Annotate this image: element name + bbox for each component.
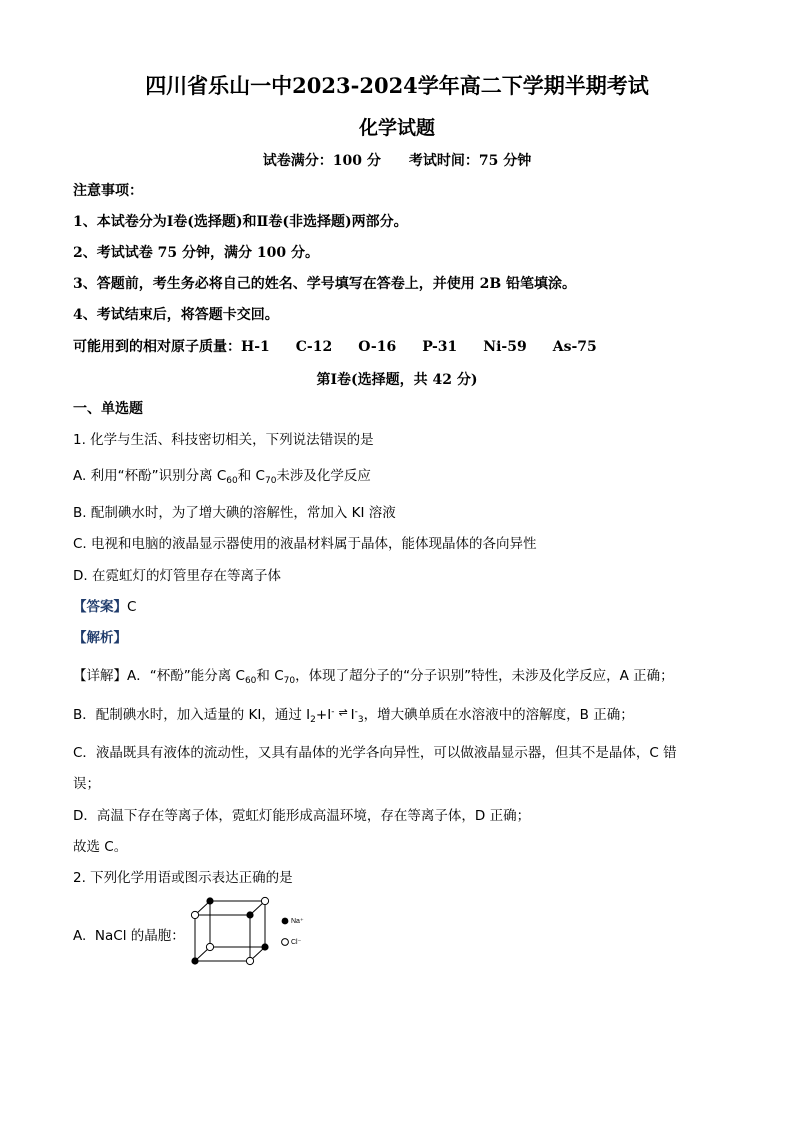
q1-stem: 1. 化学与生活、科技密切相关，下列说法错误的是 (73, 432, 374, 448)
atomic-mass-label: 可能用到的相对原子质量： (73, 339, 241, 355)
atomic-mass-line (73, 338, 623, 356)
answer-value: C (127, 599, 137, 615)
q2-option-a: A. NaCl 的晶胞： (73, 928, 185, 944)
notice-item: 4、考试结束后，将答题卡交回。 (73, 307, 279, 323)
section-heading: 一、单选题 (73, 401, 143, 417)
na-ion-marker (246, 957, 253, 964)
q1-option-a: A. 利用“杯酚”识别分离 $C_{60}$和 $C_{70}$未涉及化学反应 (73, 468, 371, 486)
na-ion-marker (246, 911, 253, 918)
q1-option-d: D. 在霓虹灯的灯管里存在等离子体 (73, 568, 281, 584)
q1-conclusion: 故选 C。 (73, 839, 128, 855)
na-ion-marker (261, 897, 268, 904)
legend-cl-label: Cl⁻ (291, 938, 302, 946)
atomic-mass-item: P-31 (422, 339, 458, 355)
na-ion-marker (206, 897, 213, 904)
detail-label: 【详解】 (73, 668, 127, 684)
legend-cl-swatch (282, 939, 289, 946)
part-title: 第Ⅰ卷(选择题，共 42 分) (316, 372, 478, 388)
equilibrium-arrows-icon: ⇌ (338, 706, 347, 719)
na-ion-marker (261, 943, 268, 950)
q1-option-c: C. 电视和电脑的液晶显示器使用的液晶材料属于晶体，能体现晶体的各向异性 (73, 536, 537, 552)
atomic-mass-item: O-16 (358, 339, 397, 355)
notice-item: 3、答题前，考生务必将自己的姓名、学号填写在答卷上，并使用 2B 铅笔填涂。 (73, 276, 577, 292)
answer-label: 【答案】 (73, 599, 127, 615)
legend-na-label: Na⁺ (291, 917, 304, 925)
exam-subtitle: 化学试题 (358, 117, 435, 139)
notice-item: 1、本试卷分为Ⅰ卷(选择题)和Ⅱ卷(非选择题)两部分。 (73, 214, 408, 230)
legend-na-swatch (282, 918, 289, 925)
q1-answer (73, 598, 136, 616)
atomic-mass-item: H-1 (241, 339, 270, 355)
na-ion-marker (206, 943, 213, 950)
q1-detail-d: D．高温下存在等离子体，霓虹灯能形成高温环境，存在等离子体，D 正确； (73, 808, 531, 824)
na-ion-marker (191, 911, 198, 918)
atomic-mass-item: As-75 (552, 339, 597, 355)
atomic-mass-item: Ni-59 (483, 339, 527, 355)
q2-stem: 2. 下列化学用语或图示表达正确的是 (73, 870, 293, 886)
notice-item: 2、考试试卷 75 分钟，满分 100 分。 (73, 245, 319, 261)
exam-title: 四川省乐山一中2023-2024学年高二下学期半期考试 (145, 73, 649, 98)
na-ion-marker (191, 957, 198, 964)
notice-heading: 注意事项： (73, 183, 143, 199)
q1-analysis-label: 【解析】 (73, 630, 127, 646)
q1-detail-b: B．配制碘水时，加入适量的 KI，通过 $I_2+I^-$ ⇌ $I^-_3$，增大碘单质在水溶液中的溶解度，B 正确； (73, 706, 634, 725)
exam-meta: 试卷满分：100 分 考试时间：75 分钟 (262, 153, 532, 169)
q1-detail-a: 【详解】A．“杯酚”能分离 $C_{60}$和 $C_{70}$，体现了超分子的“分子识别”特性，未涉及化学反应，A 正确； (73, 668, 674, 686)
atomic-mass-item: C-12 (295, 339, 333, 355)
q1-detail-c-line2: 误； (73, 776, 100, 792)
nacl-unit-cell-diagram (186, 893, 316, 973)
q1-detail-c-line1: C．液晶既具有液体的流动性，又具有晶体的光学各向异性，可以做液晶显示器，但其不是晶体，C 错 (73, 745, 677, 761)
q1-option-b: B. 配制碘水时，为了增大碘的溶解性，常加入 KI 溶液 (73, 505, 396, 521)
